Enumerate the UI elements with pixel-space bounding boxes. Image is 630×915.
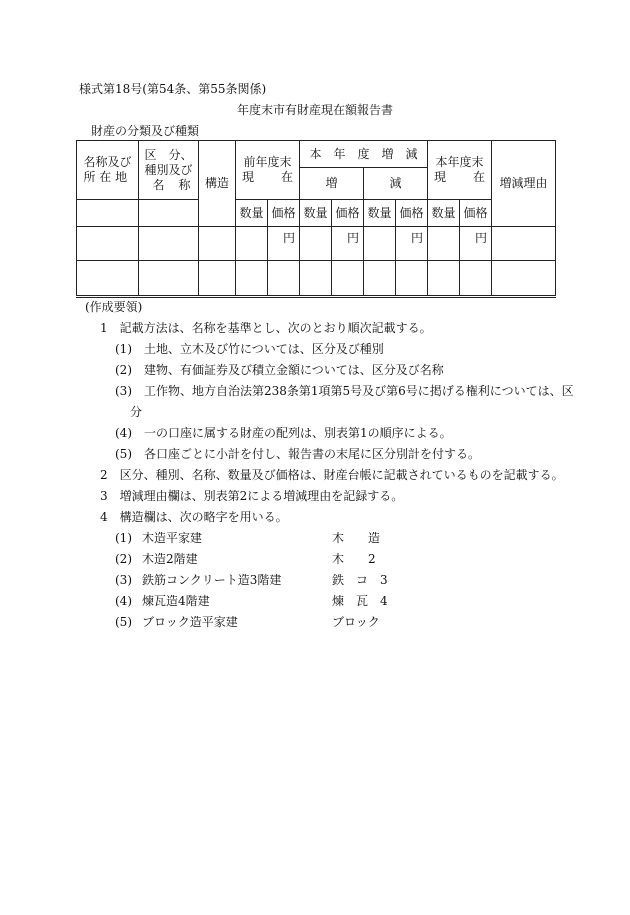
table-caption: 財産の分類及び種類 bbox=[91, 124, 200, 138]
table-cell bbox=[300, 261, 332, 297]
table-cell bbox=[268, 261, 300, 297]
header-reason: 増減理由 bbox=[492, 141, 556, 227]
table-cell bbox=[428, 227, 460, 261]
structure-abbr: 木 2 bbox=[332, 552, 376, 566]
structure-number: (3) bbox=[115, 573, 132, 587]
header-price: 価格 bbox=[396, 200, 428, 227]
yen-unit: 円 bbox=[460, 227, 492, 261]
table-cell bbox=[77, 261, 139, 297]
header-qty: 数量 bbox=[428, 200, 460, 227]
structure-name: 木造平家建 bbox=[142, 531, 203, 545]
header-price: 価格 bbox=[268, 200, 300, 227]
header-qty: 数量 bbox=[364, 200, 396, 227]
instruction-subitem: (1) 土地、立木及び竹については、区分及び種別 bbox=[115, 342, 384, 356]
table-cell bbox=[396, 261, 428, 297]
structure-name: ブロック造平家建 bbox=[142, 615, 238, 629]
instruction-item: 3 増減理由欄は、別表第2による増減理由を記録する。 bbox=[100, 489, 404, 503]
table-cell bbox=[77, 227, 139, 261]
instruction-subitem: (2) 建物、有価証券及び積立金額については、区分及び名称 bbox=[115, 363, 444, 377]
document-title: 年度末市有財産現在額報告書 bbox=[236, 103, 393, 117]
yen-unit: 円 bbox=[332, 227, 364, 261]
table-cell bbox=[300, 227, 332, 261]
structure-name: 煉瓦造4階建 bbox=[142, 594, 210, 608]
instruction-item: 4 構造欄は、次の略字を用いる。 bbox=[100, 510, 288, 524]
header-prev-year-end: 前年度末 現 在 bbox=[236, 141, 300, 200]
structure-abbr: 鉄 コ 3 bbox=[332, 573, 388, 587]
structure-number: (2) bbox=[115, 552, 132, 566]
instruction-subitem: (5) 各口座ごとに小計を付し、報告書の末尾に区分別計を付する。 bbox=[115, 447, 481, 461]
header-structure: 構造 bbox=[199, 141, 236, 227]
table-cell bbox=[139, 227, 199, 261]
table-row bbox=[77, 261, 556, 297]
report-table bbox=[76, 140, 556, 298]
structure-name: 木造2階建 bbox=[142, 552, 198, 566]
structure-number: (4) bbox=[115, 594, 132, 608]
table-cell bbox=[492, 261, 556, 297]
table-cell bbox=[460, 261, 492, 297]
structure-abbr: ブロック bbox=[332, 615, 380, 629]
table-row bbox=[77, 227, 556, 261]
blank-cell bbox=[139, 200, 199, 227]
table-cell bbox=[236, 261, 268, 297]
header-price: 価格 bbox=[332, 200, 364, 227]
structure-abbr: 煉 瓦 4 bbox=[332, 594, 388, 608]
header-qty: 数量 bbox=[300, 200, 332, 227]
blank-cell bbox=[77, 200, 139, 227]
structure-number: (5) bbox=[115, 615, 132, 629]
yen-unit: 円 bbox=[396, 227, 428, 261]
header-increase: 増 bbox=[300, 168, 364, 200]
yen-unit: 円 bbox=[268, 227, 300, 261]
structure-name: 鉄筋コンクリート造3階建 bbox=[142, 573, 282, 587]
header-curr-year-end: 本年度末 現 在 bbox=[428, 141, 492, 200]
header-decrease: 減 bbox=[364, 168, 428, 200]
table-cell bbox=[199, 261, 236, 297]
instruction-subitem: (4) 一の口座に属する財産の配列は、別表第1の順序による。 bbox=[115, 426, 452, 440]
structure-number: (1) bbox=[115, 531, 132, 545]
table-cell bbox=[428, 261, 460, 297]
table-cell bbox=[236, 227, 268, 261]
instruction-item: 2 区分、種別、名称、数量及び価格は、財産台帳に記載されているものを記載する。 bbox=[100, 468, 564, 482]
form-number: 様式第18号(第54条、第55条関係) bbox=[79, 82, 267, 96]
header-qty: 数量 bbox=[236, 200, 268, 227]
header-this-year-change: 本 年 度 増 減 bbox=[300, 141, 428, 168]
instruction-subitem: (3) 工作物、地方自治法第238条第1項第5号及び第6号に掲げる権利については、区 bbox=[115, 384, 574, 398]
header-price: 価格 bbox=[460, 200, 492, 227]
header-category: 区 分、 種別及び 名 称 bbox=[139, 141, 199, 200]
table-cell bbox=[199, 227, 236, 261]
table-cell bbox=[364, 227, 396, 261]
instruction-subitem-continued: 分 bbox=[130, 405, 143, 419]
table-cell bbox=[332, 261, 364, 297]
structure-abbr: 木 造 bbox=[332, 531, 381, 545]
table-cell bbox=[492, 227, 556, 261]
instructions-heading: (作成要領) bbox=[85, 300, 143, 314]
instruction-item: 1 記載方法は、名称を基準とし、次のとおり順次記載する。 bbox=[100, 321, 432, 335]
table-cell bbox=[364, 261, 396, 297]
table-cell bbox=[139, 261, 199, 297]
header-location: 名称及び 所 在 地 bbox=[77, 141, 139, 200]
